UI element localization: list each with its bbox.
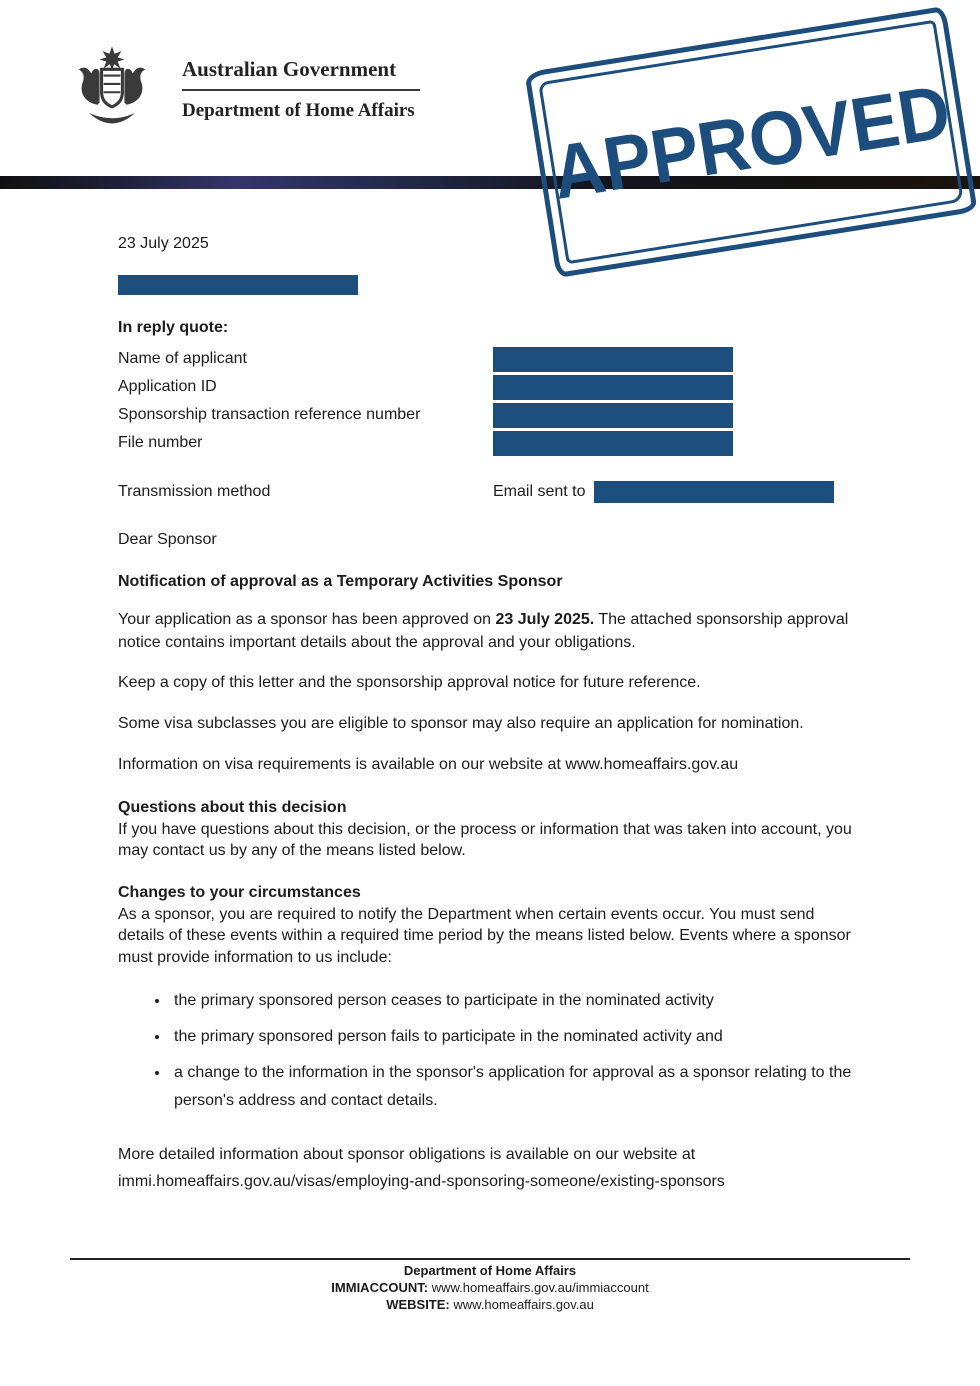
footer-immiaccount-label: IMMIACCOUNT:	[331, 1280, 429, 1295]
closing-paragraph: More detailed information about sponsor obligations is available on our website at immi.homeaffairs.gov.au/visas/employing-and-sponsoring-someone/existing-sponsors	[118, 1145, 725, 1190]
approved-stamp-border	[538, 20, 964, 265]
reference-row	[118, 429, 862, 457]
changes-section-heading: Changes to your circumstances	[118, 883, 361, 901]
ref-label-applicant-name: Name of applicant	[118, 350, 247, 367]
redacted-applicant-name-bar	[493, 347, 733, 372]
changes-section-body: As a sponsor, you are required to notify the Department when certain events occur. You must send details of these events within a required time period by the means listed below. Events where a sponsor must provide information to us include:	[118, 905, 851, 966]
redacted-address-bar	[118, 275, 358, 295]
footer-immiaccount-line	[70, 1279, 910, 1296]
sponsor-obligation-bullets	[118, 987, 862, 1115]
transmission-method-label: Transmission method	[118, 483, 271, 500]
footer-immiaccount-url: www.homeaffairs.gov.au/immiaccount	[431, 1280, 649, 1295]
footer-website-label: WEBSITE:	[386, 1297, 450, 1312]
letter-date: 23 July 2025	[118, 235, 209, 252]
reference-row	[118, 373, 862, 401]
department-title: Department of Home Affairs	[182, 99, 415, 121]
footer-website-line	[70, 1296, 910, 1313]
salutation: Dear Sponsor	[118, 531, 217, 548]
footer-department-name: Department of Home Affairs	[403, 1263, 577, 1278]
reference-table	[118, 345, 862, 457]
bullet-item: the primary sponsored person ceases to participate in the nominated activity	[152, 987, 862, 1015]
body-paragraph-approval	[118, 609, 862, 654]
transmission-row	[118, 481, 862, 503]
ref-label-application-id: Application ID	[118, 378, 217, 395]
letter-header	[0, 0, 980, 216]
para1-post: The attached sponsorship approval notice contains important details about the approval and your obligations.	[118, 611, 849, 651]
ref-label-file-number: File number	[118, 434, 203, 451]
footer-website-url: www.homeaffairs.gov.au	[453, 1297, 594, 1312]
body-paragraph-visa-subclasses: Some visa subclasses you are eligible to sponsor may also require an application for nomination.	[118, 715, 804, 733]
redacted-application-id-bar	[493, 375, 733, 400]
email-sent-to-text: Email sent to	[493, 483, 586, 500]
body-paragraph-visa-info: Information on visa requirements is available on our website at www.homeaffairs.gov.au	[118, 755, 739, 773]
government-titles	[182, 51, 420, 122]
redacted-file-number-bar	[493, 431, 733, 456]
redacted-sponsorship-reference-bar	[493, 403, 733, 428]
ref-label-sponsorship-reference: Sponsorship transaction reference number	[118, 406, 421, 423]
body-paragraph-keep-copy: Keep a copy of this letter and the sponsorship approval notice for future reference.	[118, 674, 701, 692]
subject-heading: Notification of approval as a Temporary Activities Sponsor	[118, 573, 563, 590]
questions-section-heading: Questions about this decision	[118, 798, 347, 816]
para1-pre: Your application as a sponsor has been approved on	[118, 611, 496, 628]
transmission-method-value	[493, 481, 834, 503]
letter-body	[0, 235, 980, 1195]
letter-footer	[70, 1258, 910, 1313]
questions-section-body: If you have questions about this decision, or the process or information that was taken into account, you may contact us by any of the means listed below.	[118, 820, 852, 860]
para1-date-bold: 23 July 2025.	[495, 611, 595, 628]
coat-of-arms-icon	[60, 34, 164, 138]
bullet-item: a change to the information in the sponsor's application for approval as a sponsor relating to the person's address and contact details.	[152, 1059, 862, 1115]
reference-row	[118, 345, 862, 373]
reference-row	[118, 401, 862, 429]
redacted-email-bar	[594, 481, 834, 503]
government-brand	[60, 34, 420, 138]
in-reply-quote-heading: In reply quote:	[118, 319, 229, 336]
bullet-item: the primary sponsored person fails to participate in the nominated activity and	[152, 1023, 862, 1051]
australian-government-title: Australian Government	[182, 57, 420, 91]
approved-stamp-text: APPROVED	[546, 68, 956, 216]
